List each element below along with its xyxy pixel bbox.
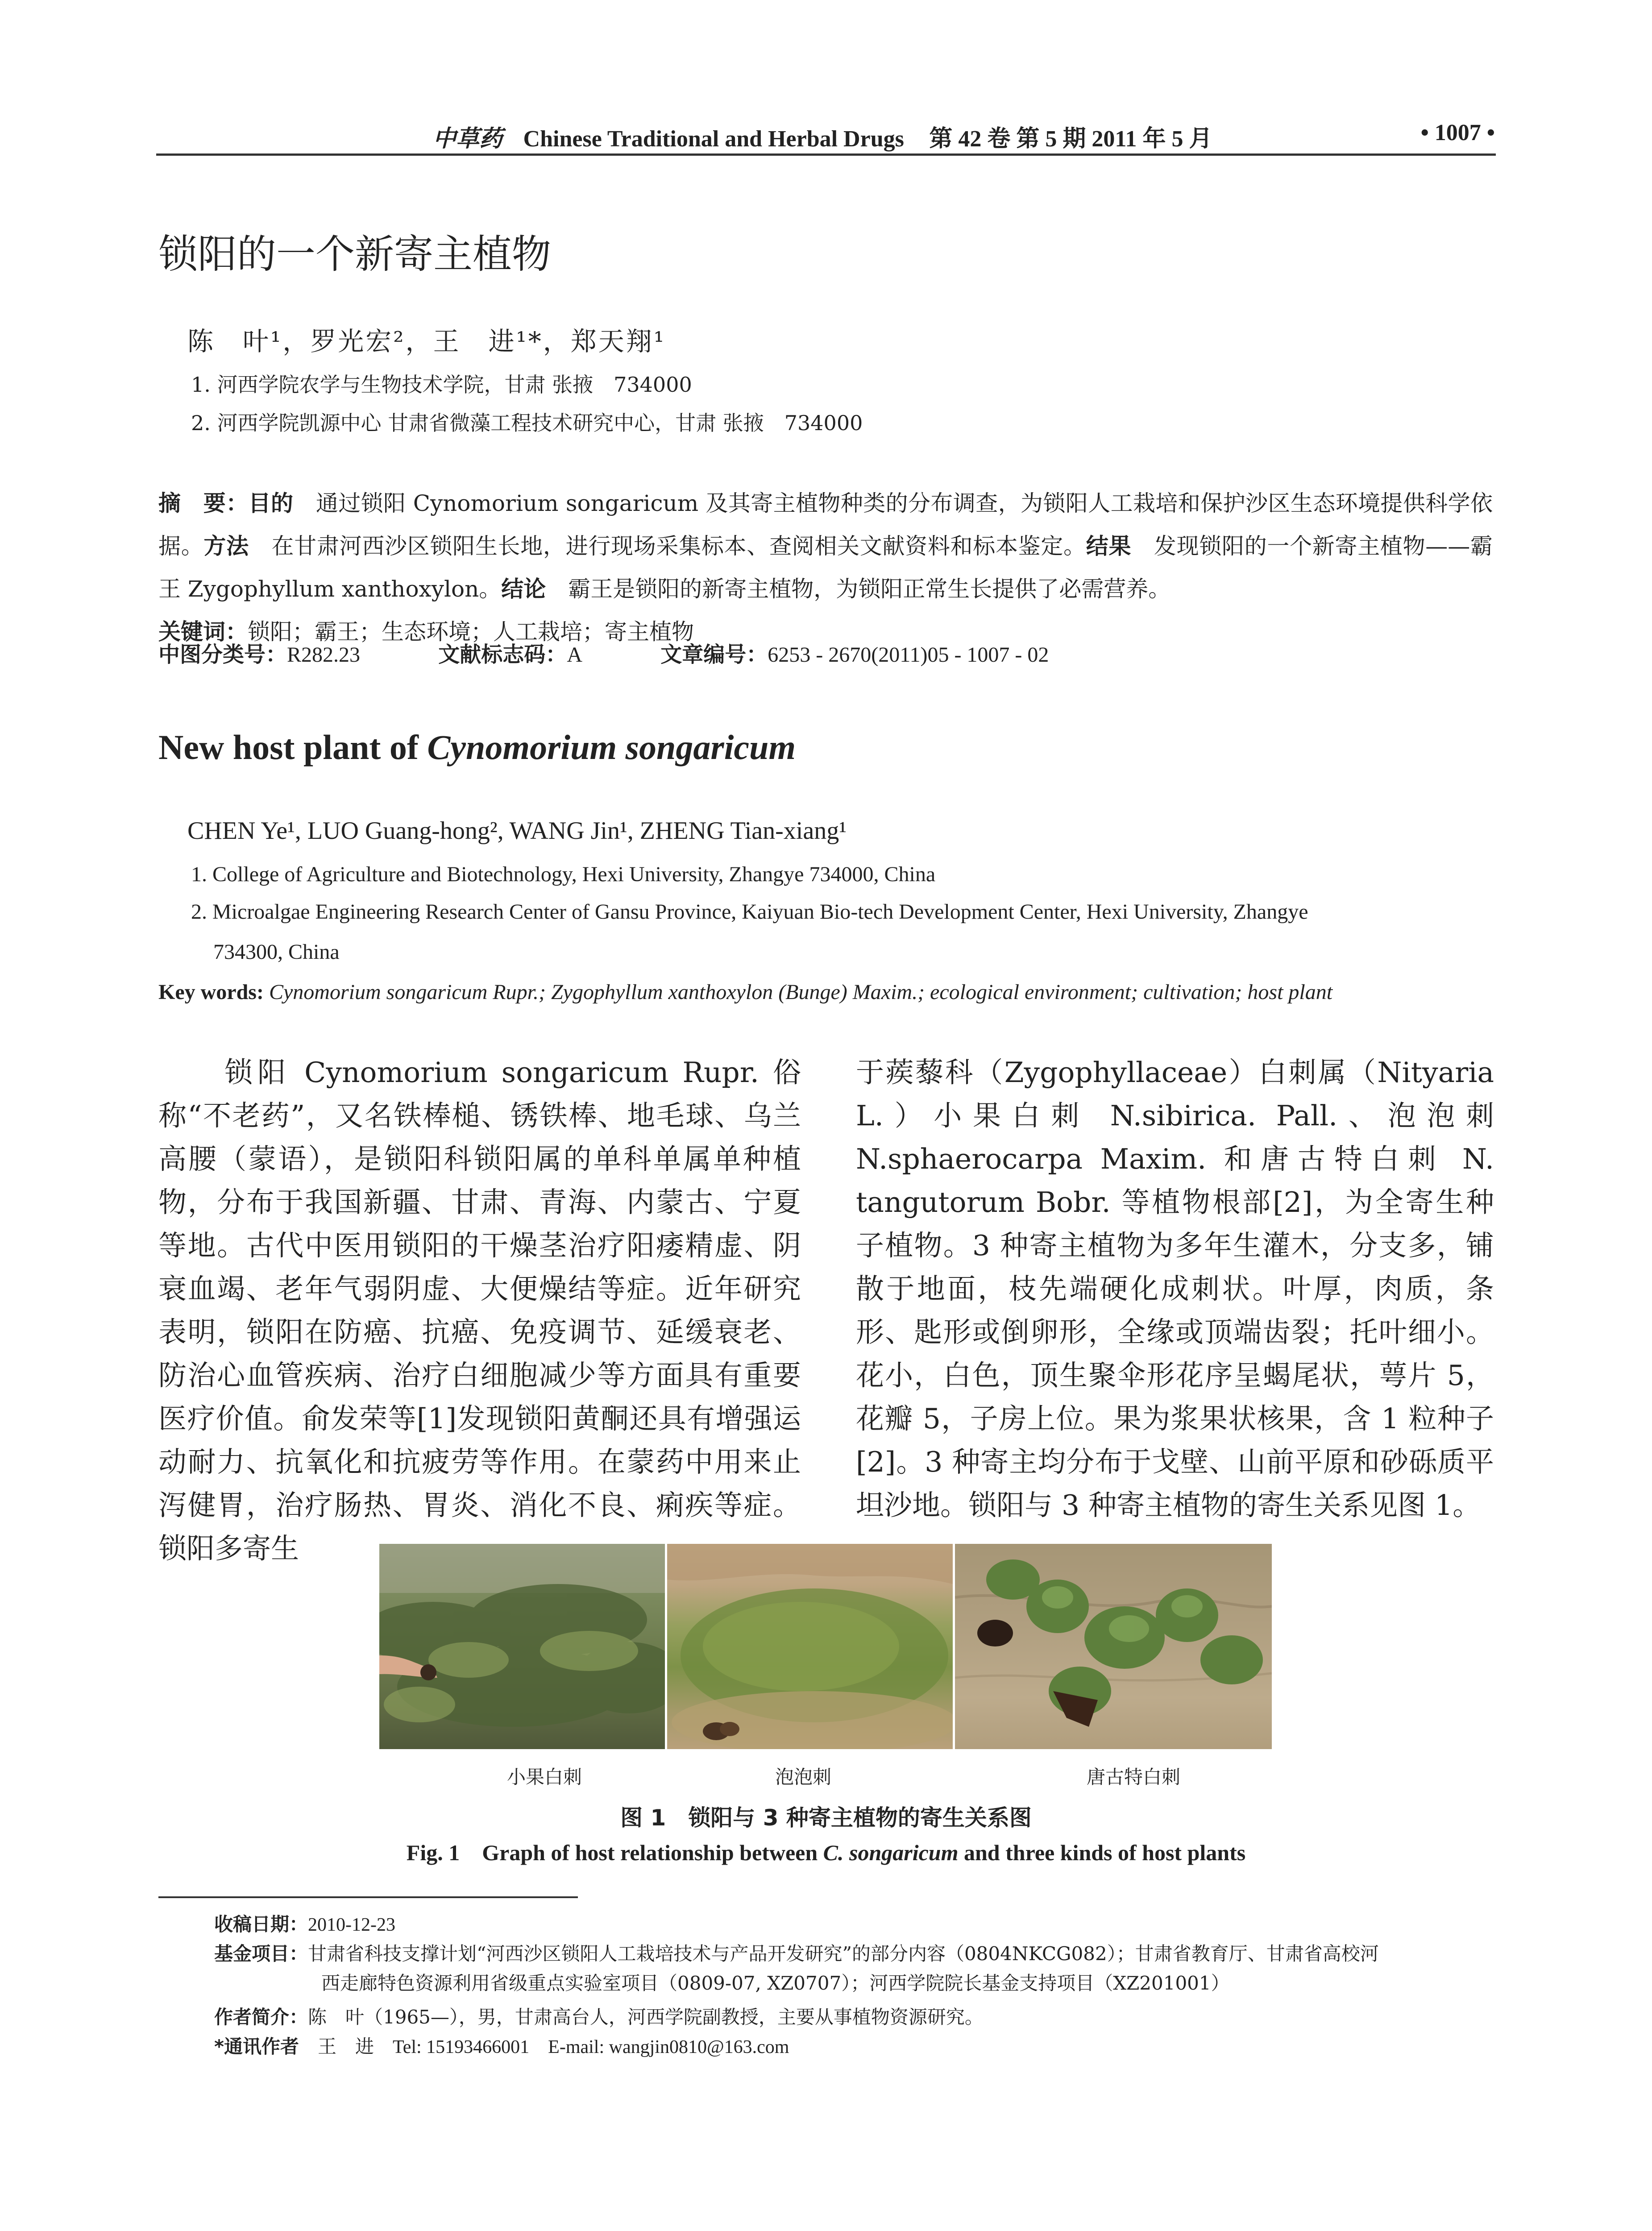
funding-text: 甘肃省科技支撑计划“河西沙区锁阳人工栽培技术与产品开发研究”的部分内容（0804NKCG082）；甘肃省教育厅、甘肃省高校河: [308, 1943, 1379, 1965]
english-keywords-text: Cynomorium songaricum Rupr.; Zygophyllum xanthoxylon (Bunge) Maxim.; ecological environment; cultivation; host plant: [263, 980, 1333, 1004]
abstract-paragraph: [158, 482, 1493, 610]
clc-code: R282.23: [287, 643, 361, 667]
figure-label-2: 泡泡刺: [775, 1766, 831, 1788]
result-text: 发现锁阳的一个新寄主植物——霸王 Zygophyllum xanthoxylon。: [158, 533, 1493, 602]
author-bio-text: 陈 叶（1965—），男，甘肃高台人，河西学院副教授，主要从事植物资源研究。: [308, 2006, 984, 2028]
author-bio-label: 作者简介：: [214, 2006, 308, 2028]
conclusion-text: 霸王是锁阳的新寄主植物，为锁阳正常生长提供了必需营养。: [546, 576, 1171, 602]
corresponding-label: *通讯作者: [214, 2036, 299, 2057]
funding-label: 基金项目：: [214, 1943, 308, 1965]
footnote-received: [214, 1910, 1495, 1940]
shrub-illustration: [667, 1544, 953, 1749]
corresponding-text: 王 进 Tel: 15193466001 E-mail: wangjin0810@163.com: [299, 2037, 789, 2057]
body-column-right: [856, 1051, 1494, 1527]
method-label: 方法: [203, 533, 249, 559]
chinese-abstract: [158, 482, 1493, 653]
english-keywords-label: Key words:: [158, 980, 264, 1004]
keywords-label: 关键词：: [158, 619, 248, 645]
body-column-left: [158, 1051, 801, 1570]
english-affiliation-2-cont: 734300, China: [213, 940, 340, 964]
figure-label-3: 唐古特白刺: [1086, 1766, 1180, 1788]
result-label: 结果: [1086, 533, 1132, 559]
article-number: 6253 - 2670(2011)05 - 1007 - 02: [768, 643, 1049, 667]
photo-nitraria-sphaerocarpa: [667, 1544, 953, 1749]
received-label: 收稿日期：: [214, 1913, 308, 1935]
photo-nitraria-sibirica: [379, 1544, 665, 1749]
classification-line: [158, 637, 1120, 668]
caption-en-species: C. songaricum: [823, 1840, 959, 1865]
objective-label: 目的: [248, 490, 294, 516]
received-date: 2010-12-23: [308, 1915, 395, 1935]
issue-info: 第 42 卷 第 5 期 2011 年 5 月: [929, 126, 1212, 152]
keywords-text: 锁阳；霸王；生态环境；人工栽培；寄主植物: [248, 619, 694, 645]
english-title-species: Cynomorium songaricum: [427, 728, 796, 767]
english-title-text: New host plant of: [158, 728, 428, 767]
body-paragraph-right: 于蒺藜科（Zygophyllaceae）白刺属（Nityaria L.）小果白刺 N.sibirica. Pall.、泡泡刺 N.sphaerocarpa Maxim. 和唐古特白刺 N. tangutorum Bobr. 等植物根部[2]，为全寄生种子植物。3 种寄主植物为多年生灌木，分支多，铺散于地面，枝先端硬化成刺状。叶厚，肉质，条形、匙形或倒卵形，全缘或顶端齿裂；托叶细小。花小，白色，顶生聚伞形花序呈蝎尾状，萼片 5，花瓣 5，子房上位。果为浆果状核果，含 1 粒种子[2]。3 种寄主均分布于戈壁、山前平原和砂砾质平坦沙地。锁阳与 3 种寄主植物的寄生关系见图 1。: [856, 1056, 1494, 1522]
figure-caption-cn: 图 1 锁阳与 3 种寄主植物的寄生关系图: [620, 1805, 1032, 1831]
running-header: [156, 120, 1495, 155]
journal-name-en: Chinese Traditional and Herbal Drugs: [523, 126, 904, 152]
caption-en-part-1: Fig. 1 Graph of host relationship between: [406, 1840, 823, 1865]
body-paragraph-left: 锁阳 Cynomorium songaricum Rupr. 俗称“不老药”，又名铁棒槌、锈铁棒、地毛球、乌兰高腰（蒙语），是锁阳科锁阳属的单科单属单种植物，分布于我国新疆、甘肃、青海、内蒙古、宁夏等地。古代中医用锁阳的干燥茎治疗阳痿精虚、阴衰血竭、老年气弱阴虚、大便燥结等症。近年研究表明，锁阳在防癌、抗癌、免疫调节、延缓衰老、防治心血管疾病、治疗白细胞减少等方面具有重要医疗价值。俞发荣等[1]发现锁阳黄酮还具有增强运动耐力、抗氧化和抗疲劳等作用。在蒙药中用来止泻健胃，治疗肠热、胃炎、消化不良、痢疾等症。锁阳多寄生: [158, 1056, 801, 1565]
figure-1: [379, 1544, 1272, 1749]
english-affiliation-1: 1. College of Agriculture and Biotechnology, Hexi University, Zhangye 734000, China: [191, 863, 936, 886]
objective-text: 通过锁阳 Cynomorium songaricum 及其寄主植物种类的分布调查，为锁阳人工栽培和保护沙区生态环境提供科学依据。: [158, 490, 1493, 559]
shrub-illustration: [379, 1544, 665, 1749]
figure-caption-en: [0, 1835, 1652, 1867]
footnote-rule: [158, 1896, 578, 1898]
footnote-author-bio: [214, 2003, 1495, 2032]
header-rule: [156, 153, 1496, 156]
footnote-corresponding: [214, 2032, 1495, 2062]
shrub-illustration: [955, 1544, 1272, 1749]
photo-nitraria-tangutorum: [955, 1544, 1272, 1749]
chinese-affiliation-2: 2. 河西学院凯源中心 甘肃省微藻工程技术研究中心，甘肃 张掖 734000: [191, 411, 863, 435]
doc-code-label: 文献标志码：: [438, 642, 567, 667]
english-authors: CHEN Ye¹, LUO Guang-hong², WANG Jin¹, ZHENG Tian-xiang¹: [187, 817, 847, 845]
conclusion-label: 结论: [501, 576, 546, 602]
chinese-title: 锁阳的一个新寄主植物: [158, 231, 552, 277]
doc-code: A: [567, 643, 582, 667]
footnote-funding: [214, 1939, 1495, 1969]
abstract-label: 摘 要：: [158, 490, 249, 516]
figure-label-1: 小果白刺: [506, 1766, 582, 1788]
page-number: • 1007 •: [1420, 120, 1495, 145]
caption-en-part-2: and three kinds of host plants: [958, 1840, 1246, 1865]
journal-name-cn: 中草药: [433, 125, 503, 152]
footnote-funding-cont: 西走廊特色资源利用省级重点实验室项目（0809-07, XZ0707）；河西学院院长基金支持项目（XZ201001）: [321, 1972, 1230, 1994]
journal-header: [433, 120, 1212, 153]
method-text: 在甘肃河西沙区锁阳生长地，进行现场采集标本、查阅相关文献资料和标本鉴定。: [249, 533, 1086, 559]
english-keywords: [158, 980, 1332, 1004]
article-number-label: 文章编号：: [660, 642, 768, 667]
english-affiliation-2: 2. Microalgae Engineering Research Center of Gansu Province, Kaiyuan Bio-tech Development Center, Hexi University, Zhangye: [191, 900, 1308, 924]
chinese-authors: 陈 叶¹，罗光宏²，王 进¹*，郑天翔¹: [187, 326, 666, 357]
english-title: [158, 727, 796, 767]
chinese-affiliation-1: 1. 河西学院农学与生物技术学院，甘肃 张掖 734000: [191, 373, 692, 397]
clc-label: 中图分类号：: [158, 642, 287, 667]
